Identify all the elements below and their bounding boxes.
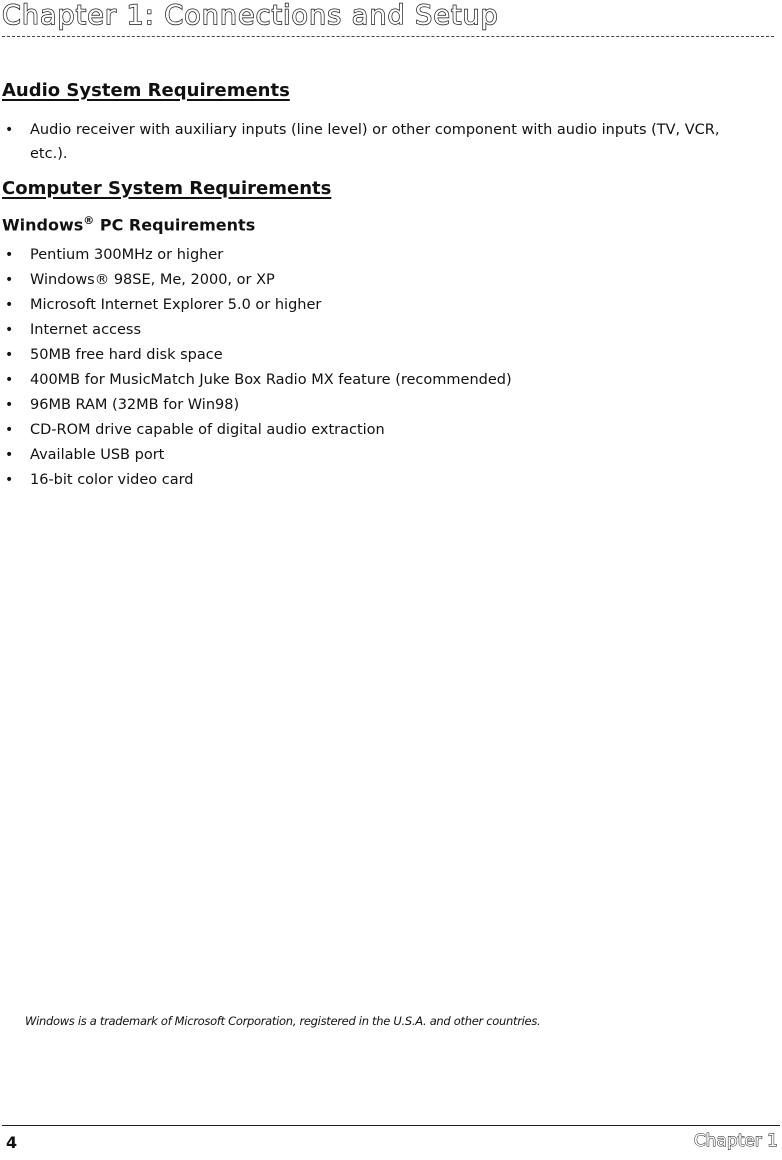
audio-requirement-item: [0, 118, 760, 166]
bullet-icon: •: [5, 372, 14, 388]
bullet-icon: •: [5, 397, 14, 413]
list-item: [0, 268, 512, 293]
bullet-icon: •: [5, 347, 14, 363]
subheading-rest: PC Requirements: [94, 215, 256, 235]
list-item-text: Microsoft Internet Explorer 5.0 or higher: [30, 297, 322, 313]
audio-requirements-heading: Audio System Requirements: [2, 80, 290, 101]
bullet-icon: •: [5, 472, 14, 488]
registered-mark: ®: [83, 214, 95, 227]
chapter-title: Chapter 1: Connections and Setup: [2, 0, 499, 31]
list-item: [0, 443, 512, 468]
bullet-icon: •: [5, 247, 14, 263]
list-item-text: 50MB free hard disk space: [30, 347, 223, 363]
list-item-text: 400MB for MusicMatch Juke Box Radio MX feature (recommended): [30, 372, 512, 388]
windows-pc-requirements-subheading: [2, 214, 255, 234]
bullet-icon: •: [5, 122, 14, 138]
list-item-text: Internet access: [30, 322, 142, 338]
bullet-icon: •: [5, 322, 14, 338]
trademark-footnote: Windows is a trademark of Microsoft Corporation, registered in the U.S.A. and other countries.: [25, 1014, 541, 1028]
audio-requirement-text: Audio receiver with auxiliary inputs (line level) or other component with audio inputs (TV, VCR, etc.).: [30, 122, 720, 162]
bullet-icon: •: [5, 297, 14, 313]
footer-chapter-label: Chapter 1: [693, 1131, 778, 1151]
bullet-icon: •: [5, 422, 14, 438]
bullet-icon: •: [5, 272, 14, 288]
list-item-text: 96MB RAM (32MB for Win98): [30, 397, 240, 413]
computer-requirements-heading: Computer System Requirements: [2, 178, 332, 199]
list-item-text: Windows® 98SE, Me, 2000, or XP: [30, 272, 275, 288]
title-divider: [2, 36, 774, 37]
list-item: [0, 243, 512, 268]
list-item: [0, 318, 512, 343]
list-item: [0, 368, 512, 393]
page-number: 4: [6, 1133, 18, 1152]
list-item: [0, 343, 512, 368]
windows-requirements-list: [0, 243, 512, 493]
list-item-text: 16-bit color video card: [30, 472, 194, 488]
list-item: [0, 393, 512, 418]
list-item: [0, 418, 512, 443]
list-item-text: Pentium 300MHz or higher: [30, 247, 224, 263]
windows-word: Windows: [2, 215, 84, 235]
list-item-text: Available USB port: [30, 447, 165, 463]
bullet-icon: •: [5, 447, 14, 463]
list-item: [0, 468, 512, 493]
list-item: [0, 293, 512, 318]
footer-divider: [2, 1125, 780, 1126]
list-item-text: CD-ROM drive capable of digital audio extraction: [30, 422, 385, 438]
